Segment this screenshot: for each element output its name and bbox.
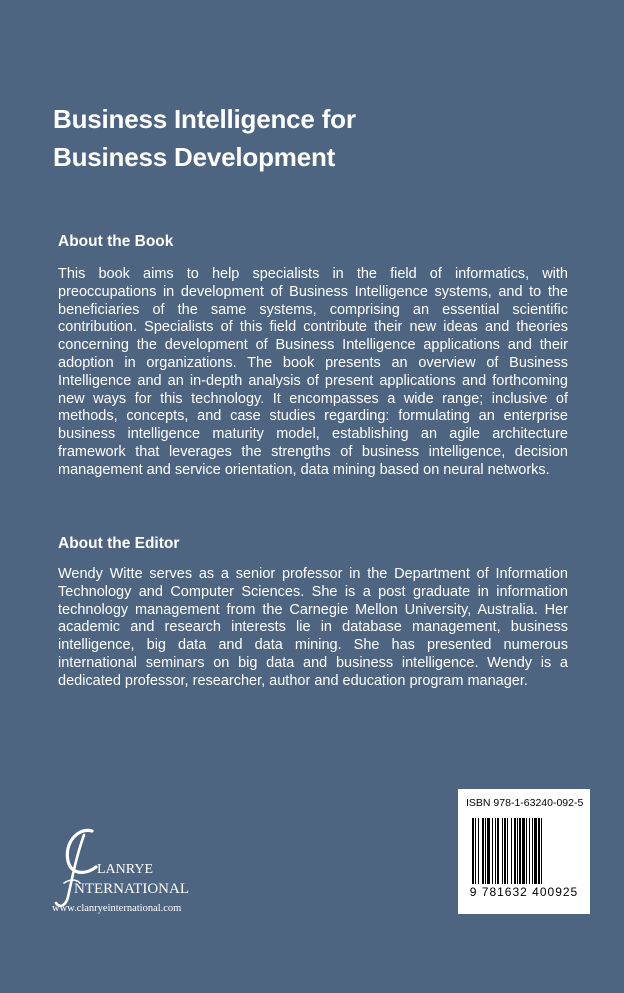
barcode-digits: 9 781632 400925 (469, 885, 579, 899)
about-book-line: Intelligence and an in-depth analysis of present applications and forthcoming (58, 372, 568, 389)
about-book-line: methods, concepts, and case studies regarding: formulating an enterprise (58, 408, 568, 425)
about-book-line: concerning the development of Business Intelligence applications and their (58, 337, 568, 354)
about-book-line: preoccupations in development of Business Intelligence systems, and to the (58, 283, 568, 300)
barcode-panel (458, 789, 590, 914)
about-book-line: new ways for this technology. It encompasses a wide range; inclusive of (58, 390, 568, 407)
publisher-url: www.clanryeinternational.com (52, 903, 182, 914)
about-editor-line: technology management from the Carnegie Mellon University, Australia. Her (58, 601, 568, 618)
about-book-line: This book aims to help specialists in the field of informatics, with (58, 266, 568, 282)
book-title-line-2: Business Development (53, 142, 336, 172)
about-book-paragraph (58, 266, 568, 480)
about-editor-line: international seminars on big data and business intelligence. Wendy is a (58, 654, 568, 671)
barcode-icon (472, 818, 576, 884)
about-editor-heading: About the Editor (58, 535, 180, 552)
book-title (53, 100, 473, 176)
about-book-line: adoption in organizations. The book presents an overview of Business (58, 354, 568, 371)
about-editor-line: academic and research interests lie in database management, business (58, 619, 568, 636)
about-book-line: business intelligence maturity model, establishing an agile architecture (58, 426, 568, 443)
about-book-line: management and service orientation, data mining based on neural networks. (58, 461, 550, 478)
isbn-label: ISBN 978-1-63240-092-5 (466, 797, 584, 809)
about-editor-line: dedicated professor, researcher, author and education program manager. (58, 672, 528, 689)
book-title-line-1: Business Intelligence for (53, 104, 356, 134)
about-editor-line: Technology and Computer Sciences. She is a post graduate in information (58, 583, 568, 600)
publisher-name-line-2: NTERNATIONAL (74, 881, 189, 897)
about-editor-line: Wendy Witte serves as a senior professor in the Department of Information (58, 566, 568, 582)
publisher-logo (50, 817, 250, 927)
about-editor-line: intelligence, big data and data mining. She has presented numerous (58, 637, 568, 654)
about-book-heading: About the Book (58, 233, 174, 250)
publisher-name-line-1: LANRYE (97, 862, 153, 877)
about-book-line: beneficiaries of the same systems, comprising an essential scientific (58, 301, 568, 318)
about-book-line: contribution. Specialists of this field contribute their new ideas and theories (58, 319, 568, 336)
about-book-line: framework that leverages the strengths of business intelligence, decision (58, 443, 568, 460)
about-editor-paragraph (58, 566, 568, 691)
